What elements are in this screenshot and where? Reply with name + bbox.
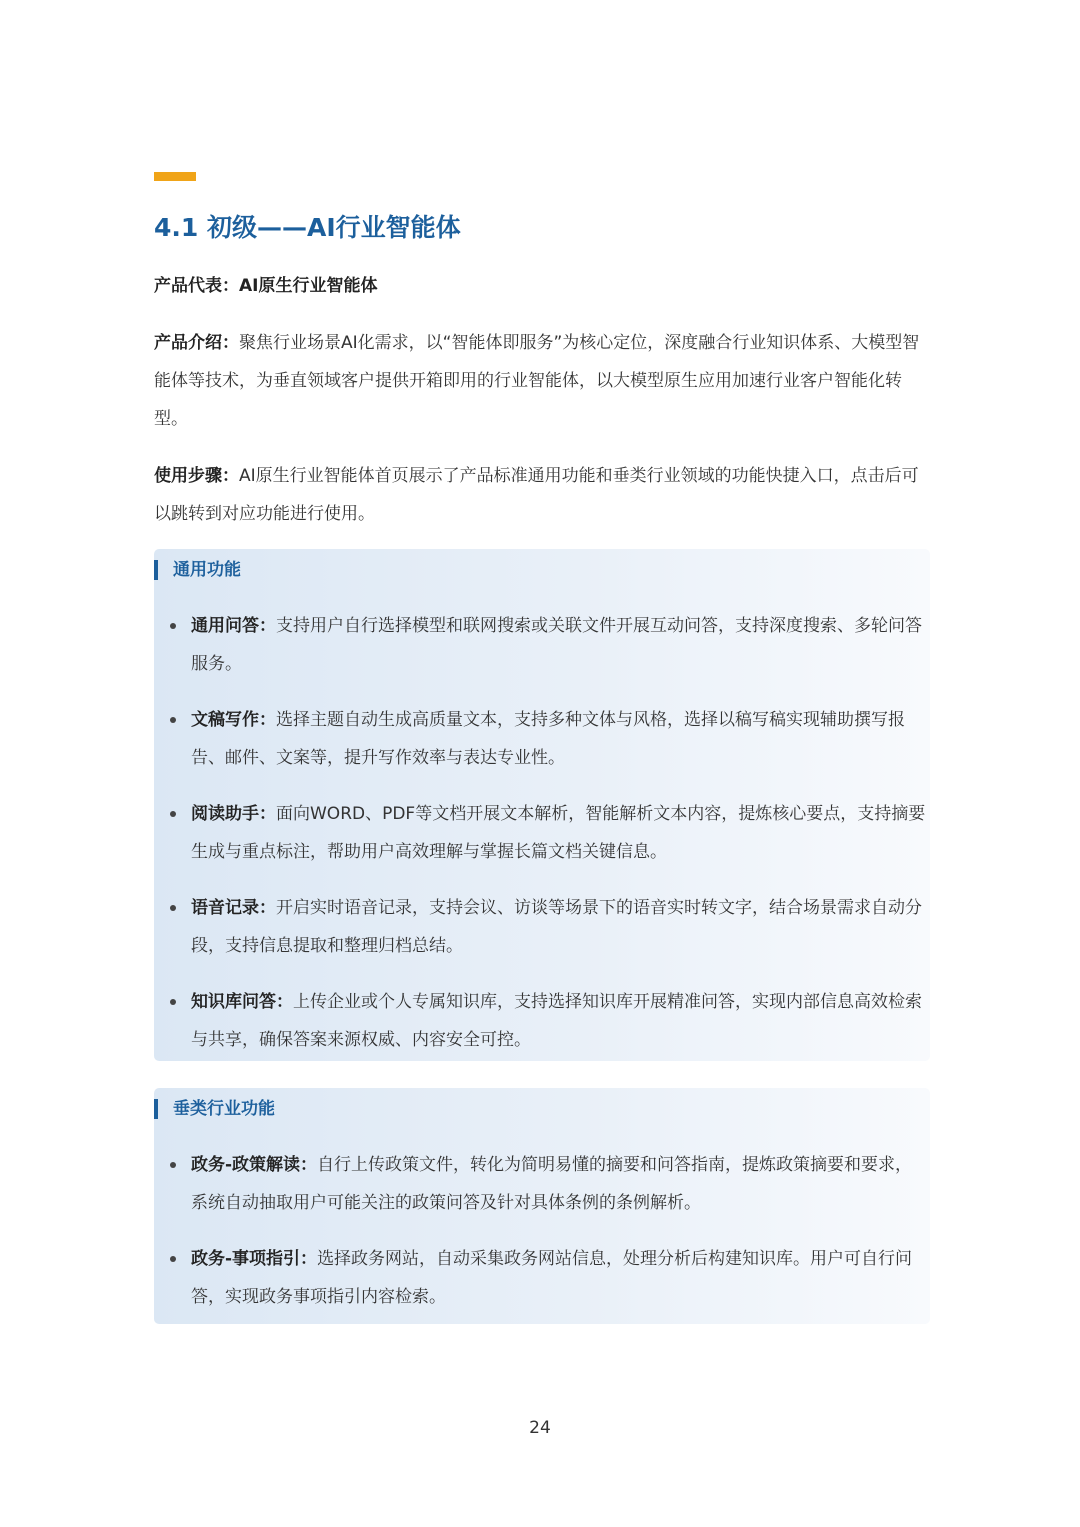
steps-label: 使用步骤：: [154, 466, 239, 486]
item-text: 面向WORD、PDF等文档开展文本解析，智能解析文本内容，提炼核心要点，支持摘要生成与重点标注，帮助用户高效理解与掌握长篇文档关键信息。: [191, 804, 926, 862]
bullet-icon: [170, 811, 176, 817]
list-item: [154, 795, 930, 871]
item-text: 支持用户自行选择模型和联网搜索或关联文件开展互动问答，支持深度搜索、多轮问答服务。: [191, 616, 922, 674]
item-text: 开启实时语音记录，支持会议、访谈等场景下的语音实时转文字，结合场景需求自动分段，支持信息提取和整理归档总结。: [191, 898, 922, 956]
general-functions-box: [154, 549, 930, 1061]
product-representative: [154, 267, 929, 305]
item-text: 选择主题自动生成高质量文本，支持多种文体与风格，选择以稿写稿实现辅助撰写报告、邮件、文案等，提升写作效率与表达专业性。: [191, 710, 905, 768]
representative-value: AI原生行业智能体: [239, 276, 378, 296]
bullet-icon: [170, 999, 176, 1005]
list-item: [154, 607, 930, 683]
item-label: 语音记录：: [191, 898, 276, 918]
usage-steps: [154, 457, 929, 533]
item-label: 政务-政策解读：: [191, 1155, 318, 1175]
bullet-icon: [170, 1162, 176, 1168]
vertical-functions-title: 垂类行业功能: [173, 1099, 275, 1119]
list-item: [154, 983, 930, 1059]
section-accent-bar: [154, 172, 196, 181]
vertical-functions-heading: [154, 1098, 275, 1120]
heading-marker: [154, 1099, 158, 1119]
product-intro: [154, 324, 929, 438]
bullet-icon: [170, 1256, 176, 1262]
item-label: 知识库问答：: [191, 992, 293, 1012]
item-label: 通用问答：: [191, 616, 276, 636]
item-label: 阅读助手：: [191, 804, 276, 824]
intro-label: 产品介绍：: [154, 333, 239, 353]
bullet-icon: [170, 717, 176, 723]
list-item: [154, 1146, 930, 1222]
general-functions-list: [154, 607, 930, 1077]
general-functions-heading: [154, 559, 241, 581]
list-item: [154, 1240, 930, 1316]
bullet-icon: [170, 905, 176, 911]
vertical-functions-list: [154, 1146, 930, 1334]
item-text: 选择政务网站，自动采集政务网站信息，处理分析后构建知识库。用户可自行问答，实现政务事项指引内容检索。: [191, 1249, 913, 1307]
bullet-icon: [170, 623, 176, 629]
page-number: 24: [529, 1418, 551, 1438]
item-label: 文稿写作：: [191, 710, 276, 730]
item-label: 政务-事项指引：: [191, 1249, 318, 1269]
general-functions-title: 通用功能: [173, 560, 241, 580]
item-text: 上传企业或个人专属知识库，支持选择知识库开展精准问答，实现内部信息高效检索与共享，确保答案来源权威、内容安全可控。: [191, 992, 922, 1050]
section-title: 4.1 初级——AI行业智能体: [154, 213, 461, 242]
list-item: [154, 701, 930, 777]
list-item: [154, 889, 930, 965]
representative-label: 产品代表：: [154, 276, 239, 296]
intro-text: 聚焦行业场景AI化需求，以“智能体即服务”为核心定位，深度融合行业知识体系、大模型智能体等技术，为垂直领域客户提供开箱即用的行业智能体，以大模型原生应用加速行业客户智能化转型。: [154, 333, 920, 429]
heading-marker: [154, 560, 158, 580]
steps-text: AI原生行业智能体首页展示了产品标准通用功能和垂类行业领域的功能快捷入口，点击后可以跳转到对应功能进行使用。: [154, 466, 919, 524]
item-text: 自行上传政策文件，转化为简明易懂的摘要和问答指南，提炼政策摘要和要求，系统自动抽取用户可能关注的政策问答及针对具体条例的条例解析。: [191, 1155, 913, 1213]
vertical-functions-box: [154, 1088, 930, 1324]
